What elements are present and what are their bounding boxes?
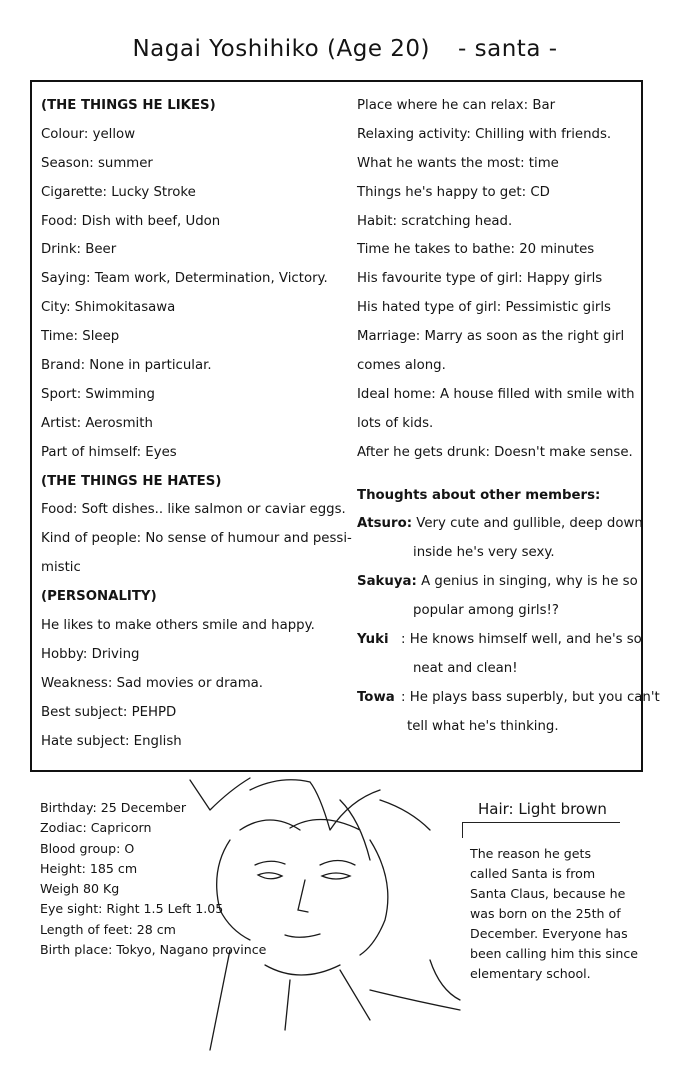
thoughts-header: Thoughts about other members: (357, 487, 601, 503)
stat-line: Length of feet: 28 cm (40, 921, 176, 937)
reason-line: Santa Claus, because he (470, 886, 626, 901)
member-name: Towa (357, 689, 395, 705)
right-item: Ideal home: A house filled with smile with (357, 386, 635, 402)
nickname-reason (470, 844, 650, 984)
spacer (357, 468, 639, 482)
character-name: Nagai Yoshihiko (Age 20) (132, 36, 431, 62)
right-item: Relaxing activity: Chilling with friends. (357, 126, 612, 142)
right-item: What he wants the most: time (357, 155, 559, 171)
reason-line: been calling him this since (470, 946, 639, 961)
page-title (0, 36, 690, 62)
personality-item: Hate subject: English (41, 733, 182, 749)
right-item: lots of kids. (357, 415, 434, 431)
member-comment-cont: neat and clean! (413, 660, 518, 676)
stat-line: Height: 185 cm (40, 860, 138, 876)
likes-item: Part of himself: Eyes (41, 444, 177, 460)
right-column (357, 92, 660, 742)
personality-item: Hobby: Driving (41, 646, 140, 662)
reason-line: elementary school. (470, 966, 591, 981)
reason-line: The reason he gets (470, 846, 592, 861)
right-item: Marriage: Marry as soon as the right girl (357, 329, 625, 345)
member-yuki (357, 626, 642, 684)
member-comment: : He plays bass superbly, but you can't (401, 689, 660, 705)
personality-item: Best subject: PEHPD (41, 704, 177, 720)
hates-item: Kind of people: No sense of humour and pessi- (41, 531, 352, 547)
likes-item: Colour: yellow (41, 126, 136, 142)
likes-item: Brand: None in particular. (41, 358, 212, 374)
hates-header: (THE THINGS HE HATES) (41, 473, 222, 489)
reason-line: called Santa is from (470, 866, 596, 881)
right-item: After he gets drunk: Doesn't make sense. (357, 444, 633, 460)
likes-item: Artist: Aerosmith (41, 415, 153, 431)
nickname: - santa - (458, 36, 558, 62)
likes-item: Cigarette: Lucky Stroke (41, 184, 196, 200)
stat-line: Zodiac: Capricorn (40, 820, 152, 836)
reason-line: was born on the 25th of (470, 906, 621, 921)
hair-underline (462, 822, 620, 823)
stat-line: Blood group: O (40, 840, 135, 856)
hates-item: mistic (41, 560, 81, 576)
right-item: Time he takes to bathe: 20 minutes (357, 242, 595, 258)
reason-line: December. Everyone has (470, 926, 628, 941)
likes-item: Food: Dish with beef, Udon (41, 213, 221, 229)
hair-pointer-line (462, 822, 463, 838)
likes-item: Sport: Swimming (41, 386, 155, 402)
member-name: Atsuro: (357, 516, 413, 532)
left-column (41, 92, 351, 756)
likes-item: Time: Sleep (41, 329, 120, 345)
member-comment-cont: tell what he's thinking. (407, 718, 559, 734)
member-name: Yuki (357, 632, 389, 648)
hates-item: Food: Soft dishes.. like salmon or caviar eggs. (41, 502, 346, 518)
right-item: Habit: scratching head. (357, 213, 513, 229)
right-item: Place where he can relax: Bar (357, 98, 556, 113)
right-item: Things he's happy to get: CD (357, 184, 550, 200)
stat-line: Weigh 80 Kg (40, 881, 120, 897)
profile-box (30, 80, 660, 772)
stat-line: Birthday: 25 December (40, 800, 187, 815)
likes-item: City: Shimokitasawa (41, 300, 176, 316)
member-atsuro (357, 510, 643, 568)
right-item: comes along. (357, 358, 446, 374)
member-comment-cont: popular among girls!? (413, 603, 559, 619)
likes-item: Drink: Beer (41, 242, 117, 258)
member-comment-cont: inside he's very sexy. (413, 545, 555, 561)
likes-item: Saying: Team work, Determination, Victory. (41, 271, 328, 287)
stat-line: Birth place: Tokyo, Nagano province (40, 942, 267, 958)
member-comment: Very cute and gullible, deep down (416, 516, 643, 532)
member-name: Sakuya: (357, 574, 417, 590)
member-comment: : He knows himself well, and he's so (401, 632, 642, 648)
right-item: His favourite type of girl: Happy girls (357, 271, 603, 287)
personality-header: (PERSONALITY) (41, 589, 157, 605)
personality-item: He likes to make others smile and happy. (41, 618, 315, 634)
personality-item: Weakness: Sad movies or drama. (41, 675, 264, 691)
hair-label: Hair: Light brown (478, 800, 607, 818)
right-item: His hated type of girl: Pessimistic girls (357, 300, 611, 316)
member-sakuya (357, 568, 639, 626)
member-comment: A genius in singing, why is he so (421, 574, 638, 590)
stat-line: Eye sight: Right 1.5 Left 1.05 (40, 901, 224, 917)
likes-header: (THE THINGS HE LIKES) (41, 98, 216, 113)
likes-item: Season: summer (41, 155, 153, 171)
member-towa (357, 684, 660, 742)
profile-stats (40, 798, 266, 960)
